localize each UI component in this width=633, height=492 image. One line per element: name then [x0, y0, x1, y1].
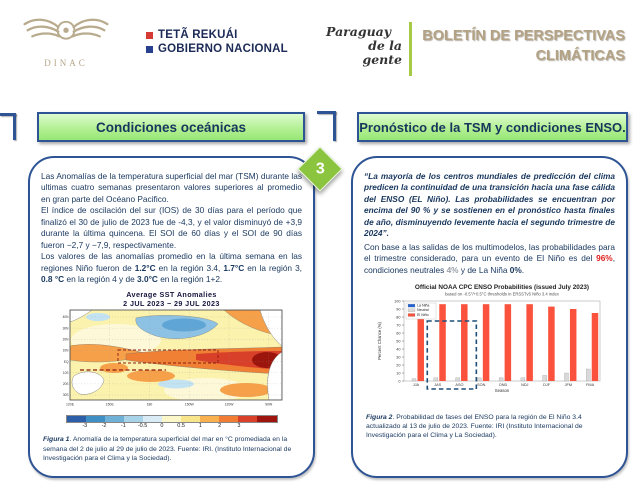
paraguay-script-logo — [326, 25, 402, 67]
svg-text:10N: 10N — [62, 349, 68, 354]
gov-line2: GOBIERNO NACIONAL — [158, 43, 288, 55]
svg-text:100: 100 — [393, 299, 400, 304]
left-bracket-vertical — [13, 113, 16, 140]
paragraph-enso-quote: “La mayoría de los centros mundiales de predicción del clima predicen la continuidad de una transición hacia una fase cálida del ENSO (EL Niño). Las probabilidades se encuentran por encima del 90 % y se sostienen en el pronóstico hasta finales de año, disminuyendo levemente hacia el segundo trimestre de 2024”. — [364, 171, 615, 239]
svg-text:Season: Season — [494, 387, 509, 393]
paragraph-nino-regions: Los valores de las anomalías promedio en la última semana en las regiones Niño fueron de 1.2°C en la región 3.4, 1.7°C en la región 3, 0.8 °C en la región 4 y de 3.0°C en la región 1+2. — [41, 251, 302, 284]
red-square-icon — [146, 32, 153, 39]
svg-text:150W: 150W — [184, 402, 194, 407]
dinac-logo — [18, 6, 114, 84]
map-colorbar — [66, 415, 278, 430]
value-nino4: 0.8 °C — [41, 273, 65, 284]
value-neutral-prob: 4% — [446, 264, 459, 275]
svg-text:NDJ: NDJ — [520, 382, 528, 387]
svg-text:SON: SON — [476, 382, 485, 387]
svg-text:based on -0.5°/+0.5°C threshol: based on -0.5°/+0.5°C thresholds in ERSSTv5 Niño 3.4 index — [444, 291, 559, 297]
value-nino34: 1.2°C — [134, 262, 156, 273]
svg-text:120E: 120E — [65, 402, 74, 407]
svg-text:10S: 10S — [62, 371, 68, 376]
bulletin-title: BOLETÍN DE PERSPECTIVAS CLIMÁTICAS — [422, 28, 625, 64]
svg-text:20N: 20N — [62, 337, 68, 342]
svg-text:40N: 40N — [62, 315, 68, 320]
dinac-wings-icon — [20, 6, 112, 56]
svg-text:30S: 30S — [62, 393, 68, 398]
svg-text:EQ: EQ — [63, 360, 68, 365]
government-logo — [146, 29, 288, 57]
svg-text:Percent Chance (%): Percent Chance (%) — [376, 322, 382, 360]
svg-text:80: 80 — [395, 315, 400, 320]
oceanic-conditions-panel — [28, 156, 315, 478]
map-title-line2: 2 JUL 2023 − 29 JUL 2023 — [123, 299, 220, 309]
figure-2-enso-chart — [364, 281, 615, 441]
middle-bracket-vertical — [333, 111, 336, 141]
map-title-line1: Average SST Anomalies — [126, 290, 217, 300]
svg-text:El Niño: El Niño — [416, 312, 429, 317]
enso-forecast-panel — [351, 156, 628, 478]
svg-text:40: 40 — [395, 347, 400, 352]
svg-text:50: 50 — [395, 339, 400, 344]
svg-text:10: 10 — [395, 371, 400, 376]
header-divider — [409, 22, 412, 76]
figure-2-caption: Figura 2. Probabilidad de fases del ENSO para la región de El Niño 3.4 actualizado al 13 de julio de 2023. Fuente: IRI (Instituto Internacional de Investigación para el Clima y La Sociedad). — [366, 413, 583, 440]
dinac-label: DINAC — [44, 58, 88, 68]
svg-text:FMA: FMA — [585, 382, 594, 387]
gov-line1: TETÃ REKUÁI — [158, 29, 238, 41]
svg-text:20S: 20S — [62, 382, 68, 387]
figure-1-caption: Figura 1. Anomalía de la temperatura superficial del mar en °C promediada en la semana del 2 de julio al 29 de julio de 2023. Fuente: IRI. (Instituto Internacional de Investigación para el Clima y la Sociedad). — [43, 436, 292, 462]
figure-1-sst-map — [41, 290, 302, 463]
svg-text:Neutral: Neutral — [416, 308, 429, 313]
value-nino3: 1.7°C — [223, 262, 245, 273]
svg-text:70: 70 — [395, 323, 400, 328]
blue-square-icon — [146, 46, 153, 53]
svg-text:JJA: JJA — [412, 382, 419, 387]
paragraph-multimodel: Con base a las salidas de los multimodelos, las probabilidades para el trimestre considerado, para un evento de El Niño es del 96%, condiciones neutrales 4% y de La Niña 0%. — [364, 241, 615, 275]
section-title-oceanic: Condiciones oceánicas — [37, 112, 305, 142]
svg-text:90: 90 — [395, 307, 400, 312]
value-elnino-prob: 96% — [596, 253, 613, 264]
paragraph-soi-index: El índice de oscilación del sur (IOS) de 30 días para el período que finalizó el 30 de julio de 2023 fue de -4,3, y el valor disminuyó de +3,9 durante la última quincena. El SOI de 60 días y el SOI de 90 días fueron −2,7 y −7,9, respectivamente. — [41, 205, 302, 250]
sst-anomaly-map — [56, 308, 288, 408]
svg-text:Official NOAA CPC ENSO Probabi: Official NOAA CPC ENSO Probabilities (issued July 2023) — [414, 283, 589, 291]
colorbar-ticks: -3 -2 -1 -0.5 0 0.5 1 2 3 — [82, 423, 241, 430]
enso-probability-chart — [374, 281, 606, 403]
svg-text:ASO: ASO — [454, 382, 463, 387]
svg-text:180: 180 — [146, 402, 152, 407]
value-nino12: 3.0°C — [137, 273, 158, 284]
colorbar-segments — [66, 415, 278, 423]
svg-text:150E: 150E — [105, 402, 114, 407]
svg-text:30N: 30N — [62, 326, 68, 331]
svg-text:OND: OND — [498, 382, 507, 387]
section-title-forecast: Pronóstico de la TSM y condiciones ENSO. — [357, 112, 628, 142]
script-line2: de la gente — [362, 38, 402, 67]
svg-text:DJF: DJF — [542, 382, 550, 387]
value-lanina-prob: 0% — [509, 264, 522, 275]
page-number: 3 — [315, 160, 325, 177]
paragraph-tsm-anomalies: Las Anomalías de la temperatura superficial del mar (TSM) durante las ultimas cuatro semanas presentaron valores superiores al promedio en gran parte del Océano Pacifico. — [41, 171, 302, 204]
script-line1: Paraguay — [326, 24, 392, 39]
svg-text:La Niña: La Niña — [416, 303, 429, 308]
svg-text:120W: 120W — [224, 402, 233, 407]
svg-text:JAS: JAS — [433, 382, 441, 387]
svg-text:JFM: JFM — [564, 382, 572, 387]
svg-text:60: 60 — [395, 331, 400, 336]
svg-text:20: 20 — [395, 363, 400, 368]
svg-text:0: 0 — [397, 379, 400, 384]
svg-text:30: 30 — [395, 355, 400, 360]
svg-text:90W: 90W — [264, 402, 272, 407]
